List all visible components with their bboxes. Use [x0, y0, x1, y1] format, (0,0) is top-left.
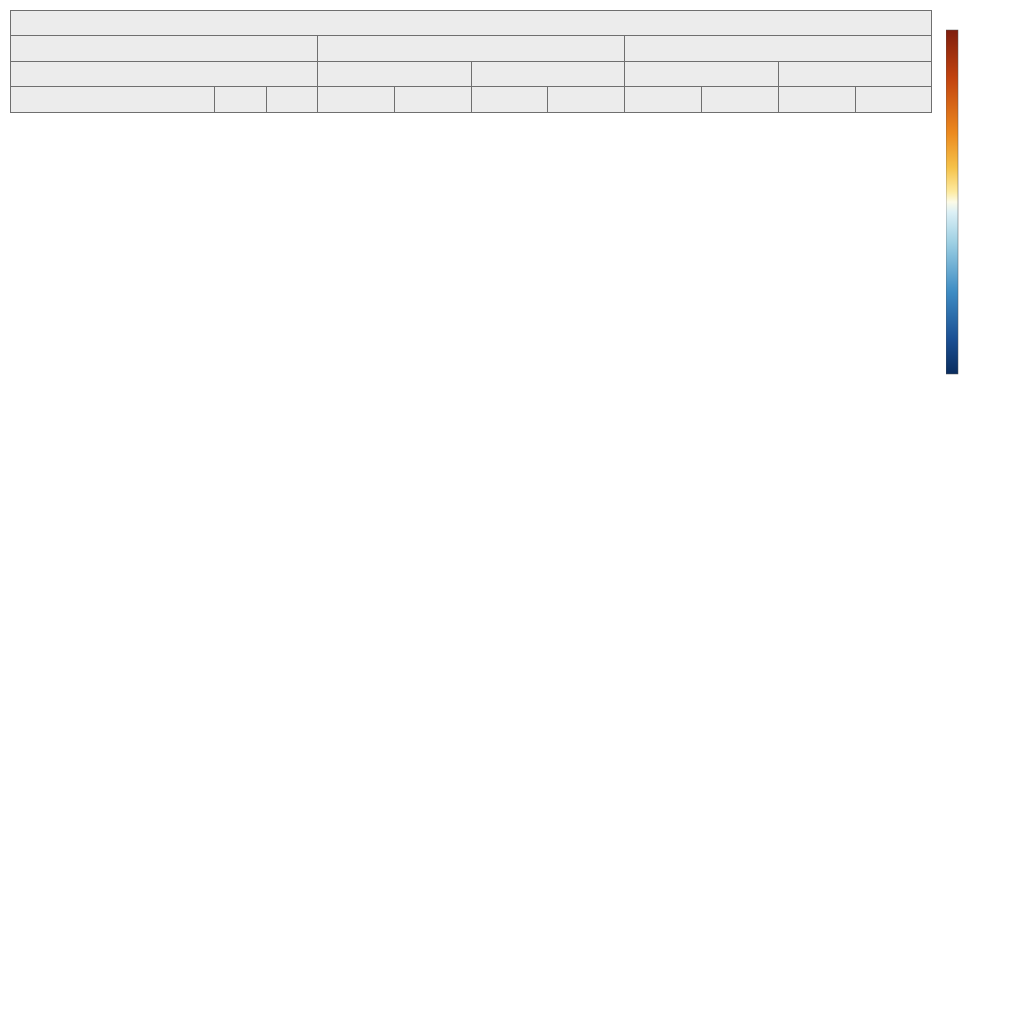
beam-column-header — [318, 87, 395, 113]
id-column-header — [215, 87, 267, 113]
beam-column-header — [472, 87, 548, 113]
statistics-table — [10, 10, 932, 113]
beam-column-header — [548, 87, 625, 113]
colorbar-gradient — [946, 30, 958, 374]
city-column-header — [11, 87, 215, 113]
group-stddev-header — [625, 36, 932, 62]
beam-column-header — [625, 87, 702, 113]
mode-header — [625, 61, 779, 87]
mode-header — [779, 61, 932, 87]
beam-column-header — [702, 87, 779, 113]
beam-column-header — [779, 87, 856, 113]
group-average-header — [318, 36, 625, 62]
colorbar — [946, 26, 1016, 386]
mode-header — [318, 61, 472, 87]
freq-column-header — [267, 87, 318, 113]
date-range — [11, 36, 318, 62]
mode-header — [472, 61, 625, 87]
table-title — [11, 11, 932, 36]
beam-column-header — [856, 87, 932, 113]
site-info-header — [11, 61, 318, 87]
beam-column-header — [395, 87, 472, 113]
